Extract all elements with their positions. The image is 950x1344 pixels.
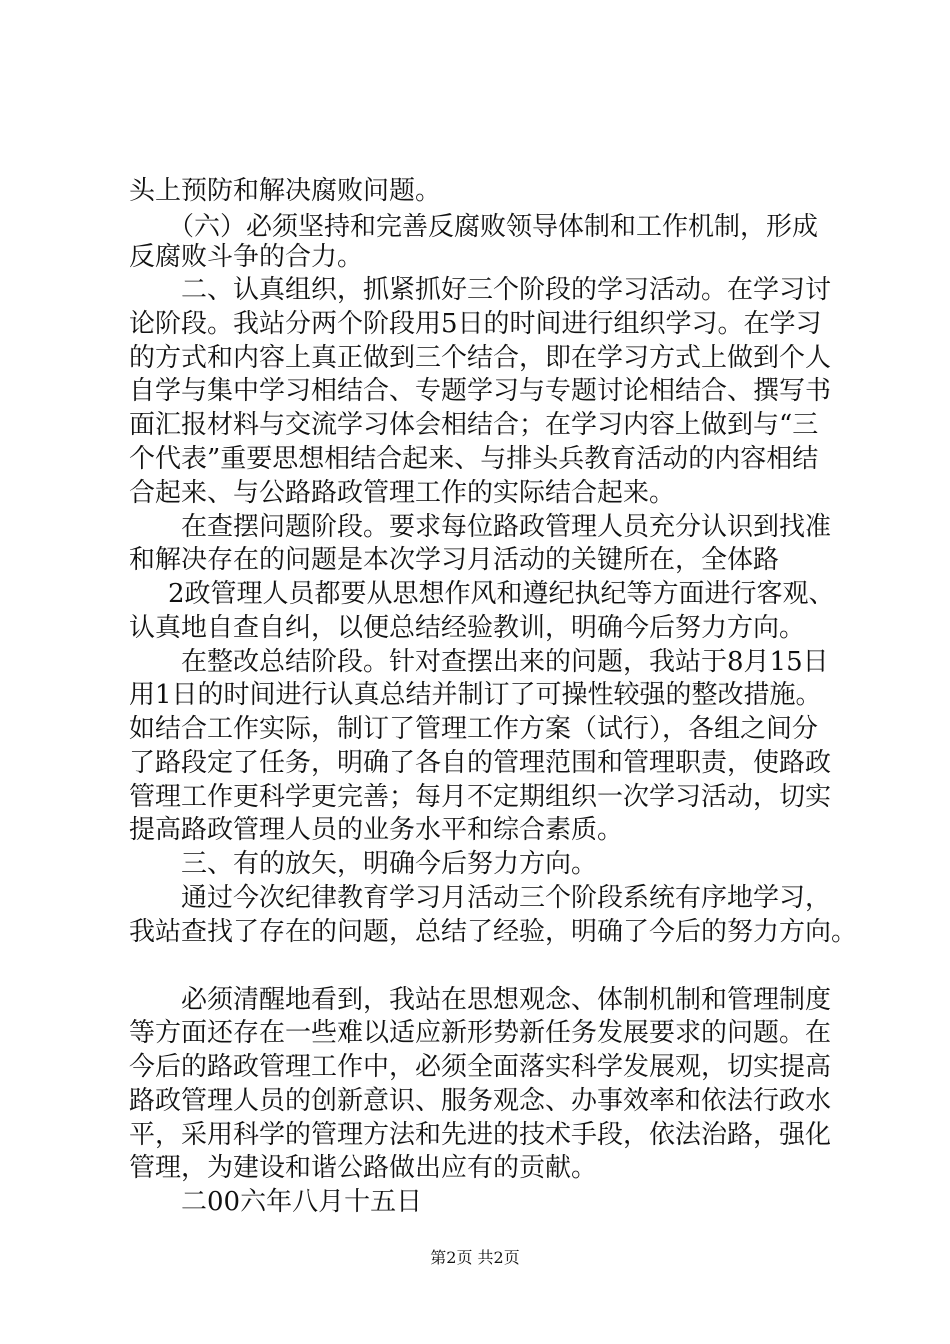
text-line: 反腐败斗争的合力。 <box>129 242 364 272</box>
text-line: 在查摆问题阶段。要求每位路政管理人员充分认识到找准 <box>181 512 832 542</box>
text-line: 必须清醒地看到，我站在思想观念、体制机制和管理制度 <box>181 985 832 1015</box>
text-line: 在整改总结阶段。针对查摆出来的问题，我站于8月15日 <box>181 647 829 677</box>
text-line: 三、有的放矢，明确今后努力方向。 <box>181 849 598 879</box>
text-line: 提高路政管理人员的业务水平和综合素质。 <box>129 815 624 845</box>
text-line: 用1日的时间进行认真总结并制订了可操性较强的整改措施。 <box>129 680 822 710</box>
text-line: 平，采用科学的管理方法和先进的技术手段，依法治路，强化 <box>129 1120 832 1150</box>
text-line: 面汇报材料与交流学习体会相结合；在学习内容上做到与“三 <box>129 410 819 440</box>
text-line: 路政管理人员的创新意识、服务观念、办事效率和依法行政水 <box>129 1086 832 1116</box>
text-line: 头上预防和解决腐败问题。 <box>129 176 442 206</box>
text-line: 2政管理人员都要从思想作风和遵纪执纪等方面进行客观、 <box>168 579 835 609</box>
text-line: 论阶段。我站分两个阶段用5日的时间进行组织学习。在学习 <box>129 309 822 339</box>
text-line: 自学与集中学习相结合、专题学习与专题讨论相结合、撰写书 <box>129 376 832 406</box>
text-line: 管理，为建设和谐公路做出应有的贡献。 <box>129 1153 598 1183</box>
text-line: 管理工作更科学更完善；每月不定期组织一次学习活动，切实 <box>129 782 832 812</box>
text-line: 认真地自查自纠，以便总结经验教训，明确今后努力方向。 <box>129 613 806 643</box>
text-line: （六）必须坚持和完善反腐败领导体制和工作机制，形成 <box>168 212 819 242</box>
text-line: 二、认真组织，抓紧抓好三个阶段的学习活动。在学习讨 <box>181 275 832 305</box>
text-line: 合起来、与公路路政管理工作的实际结合起来。 <box>129 478 676 508</box>
text-line: 了路段定了任务，明确了各自的管理范围和管理职责，使路政 <box>129 748 832 778</box>
date-line: 二00六年八月十五日 <box>181 1187 423 1217</box>
text-line: 我站查找了存在的问题，总结了经验，明确了今后的努力方向。 <box>129 917 858 947</box>
text-line: 如结合工作实际，制订了管理工作方案（试行），各组之间分 <box>129 714 819 744</box>
text-line: 和解决存在的问题是本次学习月活动的关键所在，全体路 <box>129 545 780 575</box>
text-line: 等方面还存在一些难以适应新形势新任务发展要求的问题。在 <box>129 1018 832 1048</box>
text-line: 通过今次纪律教育学习月活动三个阶段系统有序地学习， <box>181 883 832 913</box>
text-line: 的方式和内容上真正做到三个结合，即在学习方式上做到个人 <box>129 343 832 373</box>
text-line: 个代表”重要思想相结合起来、与排头兵教育活动的内容相结 <box>129 444 819 474</box>
page-number-footer: 第2页 共2页 <box>430 1248 520 1267</box>
text-line: 今后的路政管理工作中，必须全面落实科学发展观，切实提高 <box>129 1052 832 1082</box>
